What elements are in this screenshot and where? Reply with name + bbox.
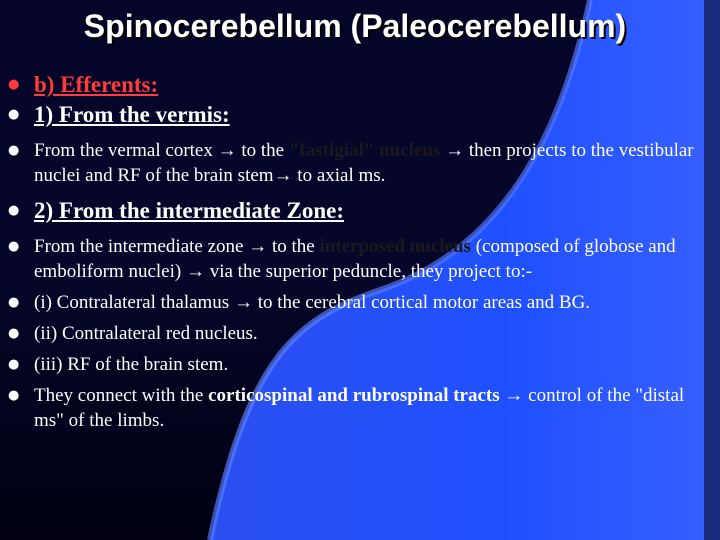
- intermediate-paragraph: [8, 234, 714, 284]
- projection-item-i: [8, 290, 714, 315]
- slide-title: Spinocerebellum (Paleocerebellum): [83, 8, 627, 44]
- bullet-icon: ●: [8, 77, 20, 92]
- bullet-icon: ●: [8, 239, 20, 254]
- bullet-icon: ●: [8, 388, 20, 403]
- efferents-label: b) Efferents:: [34, 72, 159, 97]
- intermediate-text-2: (composed of globose and emboliform nuclei) → via the superior peduncle, they project to:-: [34, 236, 676, 282]
- intermediate-heading-label: 2) From the intermediate Zone:: [34, 198, 344, 223]
- tracts-highlight: corticospinal and rubrospinal tracts: [208, 385, 500, 406]
- bullet-icon: ●: [8, 295, 20, 310]
- projection-item-iii: [8, 352, 714, 377]
- vermis-heading-label: 1) From the vermis:: [34, 102, 230, 127]
- efferents-heading: [8, 70, 714, 100]
- connection-paragraph: [8, 383, 714, 433]
- bullet-icon: ●: [8, 107, 20, 122]
- projection-item-ii-text: (ii) Contralateral red nucleus.: [34, 323, 258, 344]
- slide-body: [8, 70, 714, 433]
- vermis-text-2: → then projects to the vestibular nuclei and RF of the brain stem→ to axial ms.: [34, 140, 694, 186]
- connection-text-2: → control of the "distal ms" of the limbs.: [34, 385, 685, 431]
- projection-item-iii-text: (iii) RF of the brain stem.: [34, 354, 229, 375]
- bullet-icon: ●: [8, 143, 20, 158]
- connection-text-1: They connect with the: [34, 385, 209, 406]
- intermediate-heading: [8, 196, 714, 226]
- vermis-text-1: From the vermal cortex → to the: [34, 140, 289, 161]
- projection-item-i-text: (i) Contralateral thalamus → to the cerebral cortical motor areas and BG.: [34, 292, 591, 313]
- vermis-paragraph: [8, 138, 714, 188]
- fastigial-nucleus-highlight: "fastigial" nucleus: [288, 140, 441, 161]
- vermis-heading: [8, 100, 714, 130]
- interposed-nucleus-highlight: interposed nucleus: [319, 236, 471, 257]
- projection-item-ii: [8, 321, 714, 346]
- bullet-icon: ●: [8, 326, 20, 341]
- bullet-icon: ●: [8, 357, 20, 372]
- intermediate-text-1: From the intermediate zone → to the: [34, 236, 320, 257]
- bullet-icon: ●: [8, 203, 20, 218]
